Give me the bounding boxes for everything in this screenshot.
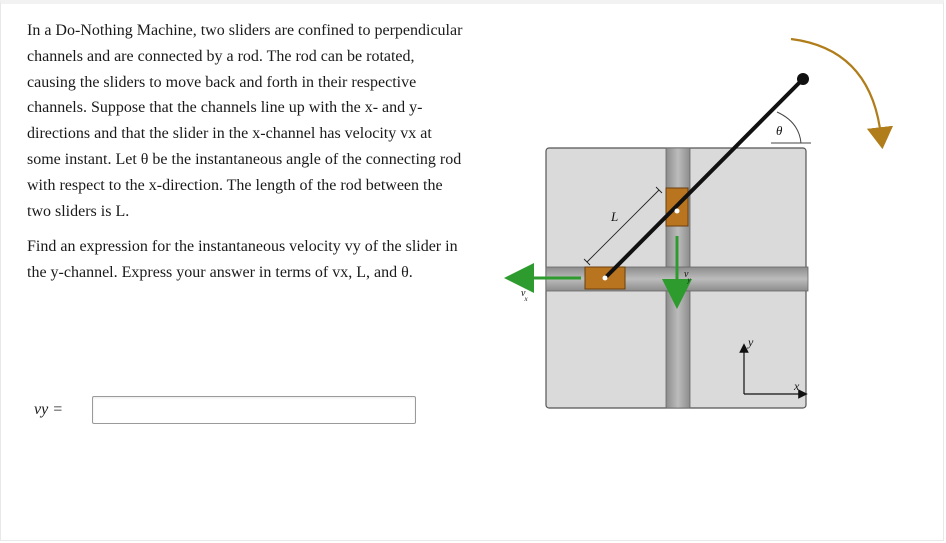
answer-row: [34, 394, 424, 426]
rod-end-knob: [797, 73, 809, 85]
answer-input[interactable]: [92, 396, 416, 424]
vx-label-main: v: [521, 288, 526, 299]
length-label: L: [611, 209, 619, 224]
x-axis-label: x: [794, 379, 800, 393]
vx-label-sub: x: [524, 295, 528, 303]
vy-label-sub: y: [687, 276, 691, 284]
answer-variable: vy: [34, 401, 49, 418]
problem-statement: [27, 18, 467, 286]
vy-label-main: v: [684, 269, 689, 280]
problem-paragraph-2: Find an expression for the instantaneous velocity vy of the slider in the y-channel. Express your answer in terms of vx, L, and θ.: [27, 238, 458, 282]
x-slider-pivot: [603, 276, 608, 281]
do-nothing-machine-diagram: [501, 24, 921, 424]
y-axis-label: y: [748, 335, 754, 349]
y-slider-pivot: [675, 209, 680, 214]
vx-label: [521, 288, 528, 303]
problem-paragraph-1: In a Do-Nothing Machine, two sliders are confined to perpendicular channels and are connected by a rod. The rod can be rotated, causing the sliders to move back and forth in their respective channels. Suppose that the channels line up with the x- and y-directions and that the slider in the x-channel has velocity vx at some instant. Let θ be the instantaneous angle of the connecting rod with respect to the x-direction. The length of the rod between the two sliders is L.: [27, 22, 463, 220]
answer-equals: =: [52, 401, 63, 418]
rotation-arrow-icon: [791, 39, 881, 136]
theta-label: θ: [776, 123, 783, 138]
answer-label: [34, 401, 92, 419]
